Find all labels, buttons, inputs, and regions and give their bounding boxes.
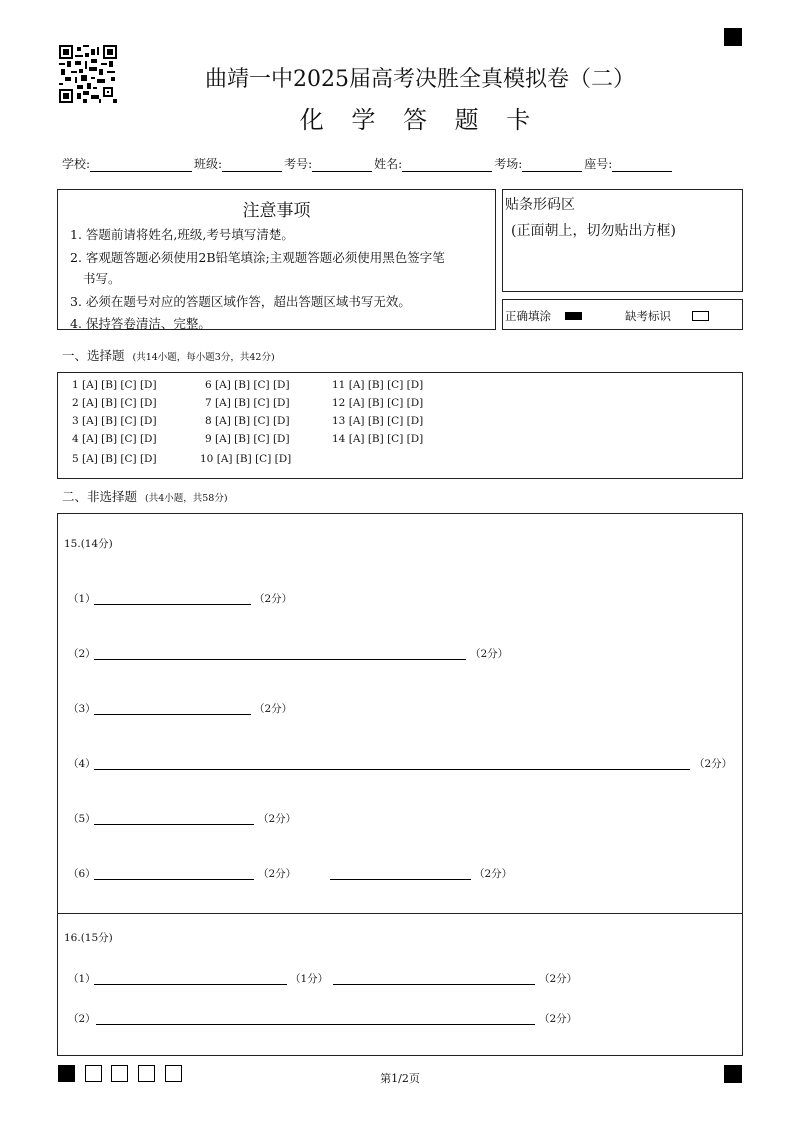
absent-mark-label: 缺考标识	[625, 309, 671, 323]
sheet-title: 化 学 答 题 卡	[299, 106, 541, 134]
mcq-row[interactable]	[332, 433, 423, 445]
q15-5-answer-line[interactable]	[94, 824, 254, 825]
question-number: 10	[200, 453, 214, 465]
q15-part-number: （4）	[68, 758, 96, 770]
notice-heading: 注意事项	[242, 201, 311, 221]
q15-2-answer-line[interactable]	[94, 659, 466, 660]
q16-1a-answer-line[interactable]	[94, 984, 287, 985]
notice-item: 4. 保持答卷清洁、完整。	[70, 316, 211, 331]
fill-legend	[502, 299, 743, 330]
exam-room-field[interactable]	[522, 159, 582, 172]
mcq-answer-area	[57, 372, 743, 479]
question-number: 1	[72, 379, 79, 391]
mcq-row[interactable]	[205, 379, 290, 391]
corner-mark-top-right	[724, 28, 742, 46]
q15-part-number: （1）	[68, 593, 96, 605]
mcq-row[interactable]	[72, 397, 157, 409]
q15-6b-answer-line[interactable]	[330, 879, 471, 880]
section2-heading	[62, 487, 228, 505]
q15-1-answer-line[interactable]	[94, 604, 251, 605]
section2-title: 二、非选择题	[62, 489, 138, 504]
exam-room-label: 考场:	[494, 157, 523, 171]
school-field[interactable]	[90, 159, 192, 172]
sticker-title: 贴条形码区	[505, 197, 575, 213]
absent-mark-checkbox[interactable]	[692, 311, 709, 321]
mcq-options[interactable]: [A] [B] [C] [D]	[215, 397, 290, 409]
question-number: 7	[205, 397, 212, 409]
mcq-row[interactable]	[205, 397, 290, 409]
mcq-row[interactable]	[72, 453, 157, 465]
mcq-options[interactable]: [A] [B] [C] [D]	[215, 379, 290, 391]
school-label: 学校:	[62, 157, 91, 171]
section2-note: (共4小题，共58分)	[145, 493, 228, 504]
written-answer-area	[57, 513, 743, 1056]
question-number: 14	[332, 433, 346, 445]
q16-part-score: （2分）	[539, 973, 578, 985]
notice-box	[57, 189, 496, 330]
question-number: 5	[72, 453, 79, 465]
exam-number-field[interactable]	[312, 159, 372, 172]
q15-part-number: （6）	[68, 868, 96, 880]
seat-number-field[interactable]	[612, 159, 672, 172]
mcq-row[interactable]	[72, 433, 157, 445]
q15-4-answer-line[interactable]	[94, 769, 690, 770]
q15-part-score: （2分）	[258, 813, 297, 825]
mcq-row[interactable]	[200, 453, 291, 465]
mcq-options[interactable]: [A] [B] [C] [D]	[82, 415, 157, 427]
mcq-row[interactable]	[72, 379, 157, 391]
question-number: 4	[72, 433, 79, 445]
exam-title: 曲靖一中2025届高考决胜全真模拟卷（二）	[205, 67, 635, 92]
q16-1b-answer-line[interactable]	[333, 984, 535, 985]
mcq-options[interactable]: [A] [B] [C] [D]	[348, 415, 424, 427]
barcode-sticker-area	[502, 189, 743, 292]
q15-part-score: （2分）	[694, 758, 733, 770]
question-15-label: 15.(14分)	[64, 538, 113, 550]
seat-number-label: 座号:	[584, 157, 613, 171]
section1-note: (共14小题，每小题3分，共42分)	[132, 352, 275, 363]
mcq-row[interactable]	[205, 433, 290, 445]
q16-part-score: （1分）	[290, 973, 329, 985]
mcq-options[interactable]: [A] [B] [C] [D]	[82, 433, 157, 445]
mcq-options[interactable]: [A] [B] [C] [D]	[82, 397, 157, 409]
name-field[interactable]	[402, 159, 492, 172]
q15-part-score: （2分）	[474, 868, 513, 880]
mcq-row[interactable]	[72, 415, 157, 427]
q15-part-score: （2分）	[258, 868, 297, 880]
mcq-options[interactable]: [A] [B] [C] [D]	[348, 433, 424, 445]
sticker-note: (正面朝上，切勿贴出方框)	[511, 223, 676, 239]
section1-heading	[62, 346, 275, 364]
name-label: 姓名:	[374, 157, 403, 171]
notice-item: 书写。	[83, 271, 121, 286]
q16-2-answer-line[interactable]	[96, 1024, 535, 1025]
mcq-options[interactable]: [A] [B] [C] [D]	[348, 397, 424, 409]
notice-item: 2. 客观题答题必须使用2B铅笔填涂;主观题答题必须使用黑色签字笔	[70, 250, 445, 265]
question-number: 6	[205, 379, 212, 391]
mcq-options[interactable]: [A] [B] [C] [D]	[82, 453, 157, 465]
mcq-row[interactable]	[205, 415, 290, 427]
class-field[interactable]	[222, 159, 282, 172]
class-label: 班级:	[194, 157, 223, 171]
correct-fill-sample	[565, 312, 582, 320]
q15-part-score: （2分）	[254, 593, 293, 605]
page-number: 第1/2页	[380, 1072, 420, 1085]
mcq-row[interactable]	[332, 415, 423, 427]
mcq-row[interactable]	[332, 379, 423, 391]
q15-3-answer-line[interactable]	[94, 714, 251, 715]
q15-part-score: （2分）	[470, 648, 509, 660]
section1-title: 一、选择题	[62, 348, 125, 363]
question-number: 9	[205, 433, 212, 445]
question-number: 3	[72, 415, 79, 427]
exam-number-label: 考号:	[284, 157, 313, 171]
question-number: 13	[332, 415, 346, 427]
student-info-row	[62, 155, 674, 172]
question-16-label: 16.(15分)	[64, 932, 113, 944]
mcq-options[interactable]: [A] [B] [C] [D]	[216, 453, 292, 465]
q16-part-number: （1）	[68, 973, 96, 985]
notice-item: 1. 答题前请将姓名,班级,考号填写清楚。	[70, 227, 294, 242]
mcq-options[interactable]: [A] [B] [C] [D]	[215, 433, 290, 445]
mcq-row[interactable]	[332, 397, 423, 409]
correct-fill-label: 正确填涂	[505, 309, 551, 323]
notice-item: 3. 必须在题号对应的答题区域作答，超出答题区域书写无效。	[70, 294, 411, 309]
question-number: 12	[332, 397, 346, 409]
mcq-options[interactable]: [A] [B] [C] [D]	[348, 379, 424, 391]
q15-part-number: （5）	[68, 813, 96, 825]
q15-6a-answer-line[interactable]	[94, 879, 254, 880]
q15-part-score: （2分）	[254, 703, 293, 715]
q16-part-score: （2分）	[539, 1013, 578, 1025]
q16-part-number: （2）	[68, 1013, 96, 1025]
q15-part-number: （2）	[68, 648, 96, 660]
mcq-options[interactable]: [A] [B] [C] [D]	[215, 415, 290, 427]
mcq-options[interactable]: [A] [B] [C] [D]	[82, 379, 157, 391]
question-number: 2	[72, 397, 79, 409]
q15-part-number: （3）	[68, 703, 96, 715]
question-divider	[58, 913, 742, 914]
question-number: 8	[205, 415, 212, 427]
question-number: 11	[332, 379, 346, 391]
